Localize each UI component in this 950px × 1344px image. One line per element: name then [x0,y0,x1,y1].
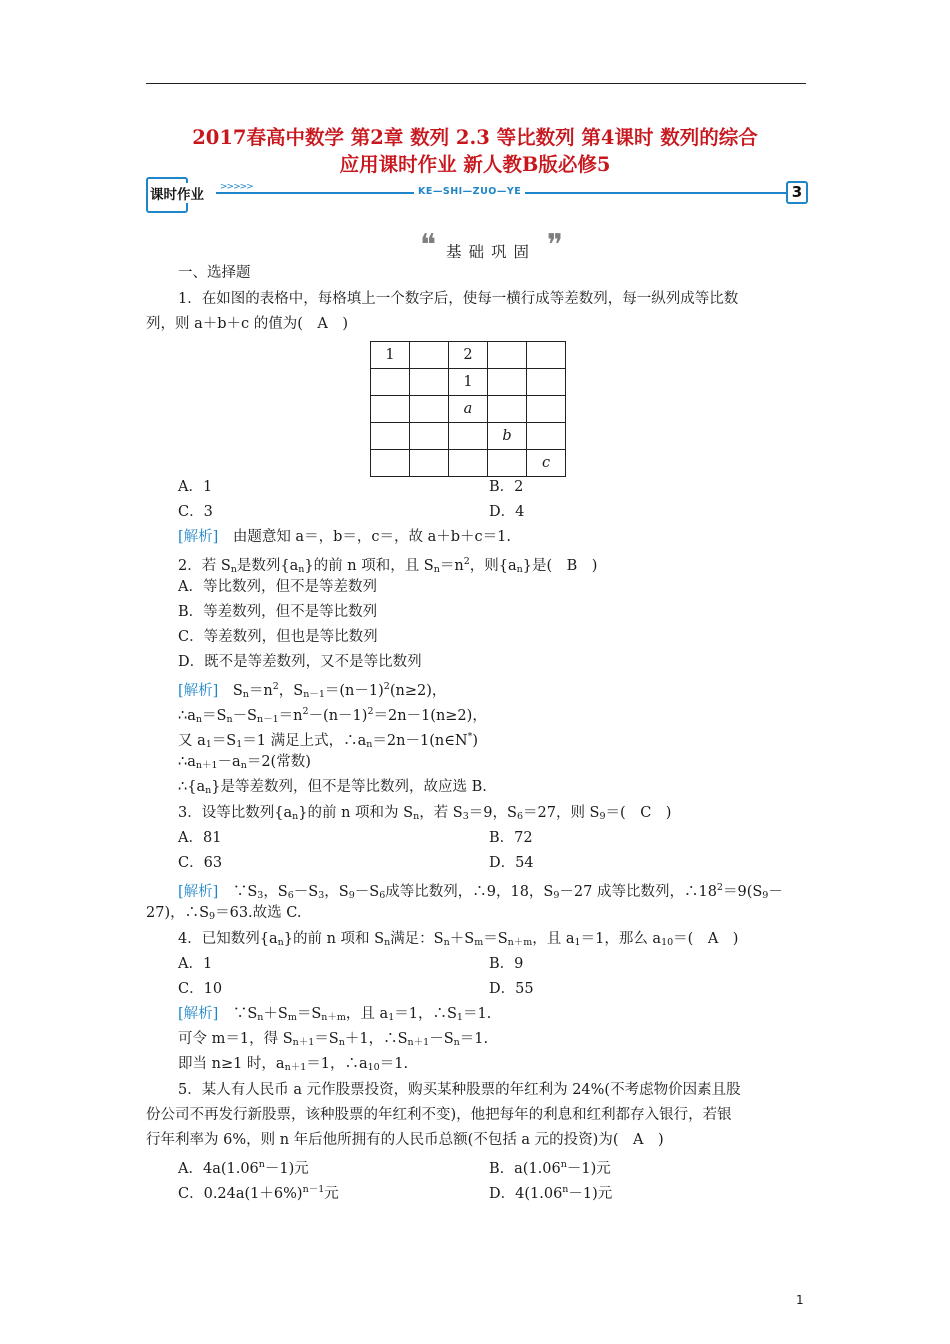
table-cell: 1 [449,369,488,396]
q2-option-b: B．等差数列，但不是等比数列 [178,604,378,620]
q1-option-b: B．2 [489,479,524,495]
table-cell [410,369,449,396]
table-cell [449,450,488,477]
table-cell [371,369,410,396]
table-row [371,450,566,477]
solution-tag: [解析] [178,884,219,900]
q3-solution-line-1: [解析] $\because S_3$，$S_6-S_3$，$S_9-S_6$成等比数列，∴9，18，$S_9-27$ 成等比数列，$\therefore 18^2=9(S_9-$ [178,882,783,901]
table-row [371,369,566,396]
table-row [371,423,566,450]
table-cell [527,396,566,423]
q2-solution-line-3: 又 $a_1=S_1=1$ 满足上式，$\therefore a_n=2n-1(n\in N^*)$ [178,731,479,750]
q2-solution-line-5: $\therefore\{a_n\}$是等差数列，但不是等比数列，故应选 B. [178,779,487,796]
q4-option-c: C．10 [178,981,223,997]
q1-option-c: C．3 [178,504,213,520]
close-quote-icon: ❞ [546,228,563,263]
banner-number: 3 [786,181,808,204]
banner-label: 课时作业 [150,183,206,203]
q4-option-d: D．55 [489,981,534,997]
q5-option-b: B．$a(1.06^n-1)$元 [489,1159,611,1177]
banner-pinyin: KE—SHI—ZUO—YE [414,186,525,197]
q4-solution-line-1: [解析] $\because S_n+S_m=S_{n+m}$，且 $a_1=1$，$\therefore S_1=1$. [178,1006,492,1023]
title-line-2: 应用课时作业 新人教B版必修5 [339,153,611,176]
homework-banner [146,177,808,211]
q3-solution-line-2: 27)，$\therefore S_9=63$.故选 C. [146,905,302,922]
q3-option-a: A．81 [178,830,222,846]
table-cell [371,396,410,423]
document-title [120,124,830,178]
q5-stem-line-3: 行年利率为 6%，则 n 年后他所拥有的人民币总额(不包括 a 元的投资)为( A ) [146,1132,664,1148]
q5-stem-line-1: 5．某人有人民币 a 元作股票投资，购买某种股票的年红利为 24%(不考虑物价因素且股 [178,1082,741,1098]
q3-option-b: B．72 [489,830,533,846]
solution-tag: [解析] [178,1006,219,1022]
table-cell [488,396,527,423]
table-cell [449,423,488,450]
q3-option-c: C．63 [178,855,223,871]
q4-stem: 4．已知数列$\{a_n\}$的前 n 项和 $S_n$满足：$S_n+S_m=S_{n+m}$，且 $a_1=1$，那么 $a_{10}=$( A ) [178,931,739,948]
table-cell [488,450,527,477]
table-cell [410,450,449,477]
table-cell [371,450,410,477]
q5-option-c: C．$0.24a(1+6\%)^{n-1}$元 [178,1184,339,1202]
q1-option-d: D．4 [489,504,525,520]
table-cell [488,342,527,369]
q4-option-a: A．1 [178,956,213,972]
page-number: 1 [796,1293,804,1307]
table-cell [527,423,566,450]
header-rule [146,83,806,84]
solution-tag: [解析] [178,683,219,699]
q3-option-d: D．54 [489,855,534,871]
table-cell: 2 [449,342,488,369]
q5-option-d: D．$4(1.06^n-1)$元 [489,1184,613,1202]
q1-option-a: A．1 [178,479,213,495]
part-heading: 一、选择题 [178,265,251,281]
table-cell [527,342,566,369]
q4-option-b: B．9 [489,956,524,972]
table-cell: 1 [371,342,410,369]
table-cell [410,423,449,450]
q5-stem-line-2: 份公司不再发行新股票，该种股票的年红利不变)，他把每年的利息和红利都存入银行，若银 [146,1107,732,1123]
q1-stem-line-1: 1．在如图的表格中，每格填上一个数字后，使每一横行成等差数列，每一纵列成等比数 [178,291,739,307]
table-cell: b [488,423,527,450]
q2-option-d: D．既不是等差数列，又不是等比数列 [178,654,422,670]
open-quote-icon: ❝ [420,228,437,263]
section-heading [420,228,565,263]
q4-solution-line-2: 可令 m＝1，得 $S_{n+1}=S_n+1$，$\therefore S_{n+1}-S_n=1$. [178,1031,489,1048]
q1-stem-line-2: 列，则 a＋b＋c 的值为( A ) [146,316,349,332]
q1-grid-table [370,341,566,477]
q1-solution [178,527,511,547]
title-line-1: 2017春高中数学 第2章 数列 2.3 等比数列 第4课时 数列的综合 [192,126,758,149]
table-cell [527,369,566,396]
solution-text: 由题意知 a＝，b＝，c＝，故 a＋b＋c＝1. [232,529,511,545]
table-cell [371,423,410,450]
q2-option-a: A．等比数列，但不是等差数列 [178,579,377,595]
q2-solution-line-4: $\therefore a_{n+1}-a_n=2$(常数) [178,754,311,771]
table-row [371,396,566,423]
table-cell [410,396,449,423]
q4-solution-line-3: 即当 n≥1 时，$a_{n+1}=1$，$\therefore a_{10}=1$. [178,1056,409,1073]
q2-solution-line-1: [解析] $S_n=n^2$，$S_{n-1}=(n-1)^2(n\ge 2)$， [178,681,447,700]
q2-stem: 2．若 $S_n$是数列$\{a_n\}$的前 n 项和，且 $S_n=n^2$，则$\{a_n\}$是( B ) [178,556,598,575]
solution-tag: [解析] [178,529,219,545]
q2-solution-line-2: $\therefore a_n=S_n-S_{n-1}=n^2-(n-1)^2=2n-1(n\ge 2)$， [178,706,487,725]
table-row [371,342,566,369]
q2-option-c: C．等差数列，但也是等比数列 [178,629,378,645]
section-title: 基础巩固 [446,243,537,261]
banner-arrows: >>>>> [220,182,253,192]
table-cell [488,369,527,396]
table-cell [410,342,449,369]
table-cell: c [527,450,566,477]
q5-option-a: A．$4a(1.06^n-1)$元 [178,1159,309,1177]
table-cell: a [449,396,488,423]
q3-stem: 3．设等比数列$\{a_n\}$的前 n 项和为 $S_n$，若 $S_3=9$，$S_6=27$，则 $S_9=$( C ) [178,805,672,822]
